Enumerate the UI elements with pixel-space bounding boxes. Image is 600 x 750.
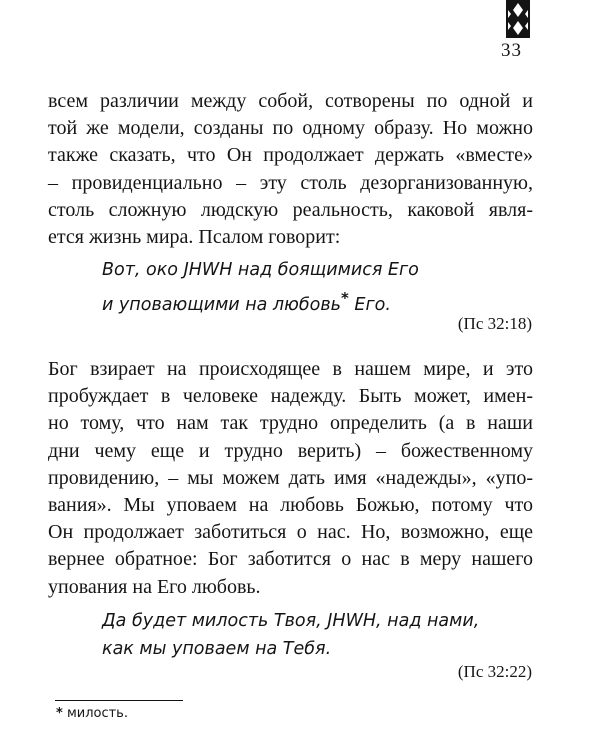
paragraph-line: Он продолжает заботиться о нас. Но, возможно, еще xyxy=(48,521,533,544)
quote-line: Вот, око JHWH над боящимися Его xyxy=(102,260,419,280)
paragraph-line: – провиденциально – эту столь дезорганизованную, xyxy=(48,171,533,194)
paragraph-1 xyxy=(48,88,533,251)
psalm-reference-2: (Пс 32:22) xyxy=(457,662,532,681)
paragraph-line: дни чему еще и трудно верить) – божественному xyxy=(48,439,533,462)
footnote-marker: * xyxy=(340,289,349,307)
paragraph-line: пробуждает в человеке надежду. Быть может, имен- xyxy=(48,385,533,408)
psalm-reference-1: (Пс 32:18) xyxy=(457,314,532,333)
quote-line: как мы уповаем на Тебя. xyxy=(102,639,332,659)
paragraph-line: провидению, – мы можем дать имя «надежды», «упо- xyxy=(48,466,533,489)
paragraph-line: вернее обратное: Бог заботится о нас в меру нашего xyxy=(48,548,533,571)
footnote-mark: * xyxy=(56,706,63,721)
paragraph-line: упования на Его любовь. xyxy=(48,575,261,598)
decorative-ornament-icon xyxy=(505,0,531,38)
paragraph-2 xyxy=(48,356,533,601)
paragraph-line: всем различии между собой, сотворены по одной и xyxy=(48,90,533,112)
page-number: 33 xyxy=(501,40,522,61)
paragraph-line: столь сложную людскую реальность, каковой явля- xyxy=(48,198,533,221)
paragraph-line: вания». Мы уповаем на любовь Божью, потому что xyxy=(48,494,533,517)
footnote xyxy=(56,706,128,721)
quote-line xyxy=(102,284,502,319)
footnote-text: милость. xyxy=(62,706,128,721)
footnote-divider xyxy=(55,700,183,701)
paragraph-line: той же модели, созданы по одному образу. Но можно xyxy=(48,117,533,140)
quote-text: и уповающими на любовь xyxy=(102,294,341,315)
psalm-quote-2 xyxy=(102,607,502,663)
paragraph-line: но тому, что нам так трудно определить (а в наши xyxy=(48,412,533,435)
psalm-quote-1 xyxy=(102,256,502,319)
paragraph-line: ется жизнь мира. Псалом говорит: xyxy=(48,226,341,249)
paragraph-line: Бог взирает на происходящее в нашем мире, и это xyxy=(48,358,533,380)
quote-line: Да будет милость Твоя, JHWH, над нами, xyxy=(102,611,480,631)
quote-text-end: Его. xyxy=(348,294,391,315)
paragraph-line: также сказать, что Он продолжает держать «вместе» xyxy=(48,144,533,167)
